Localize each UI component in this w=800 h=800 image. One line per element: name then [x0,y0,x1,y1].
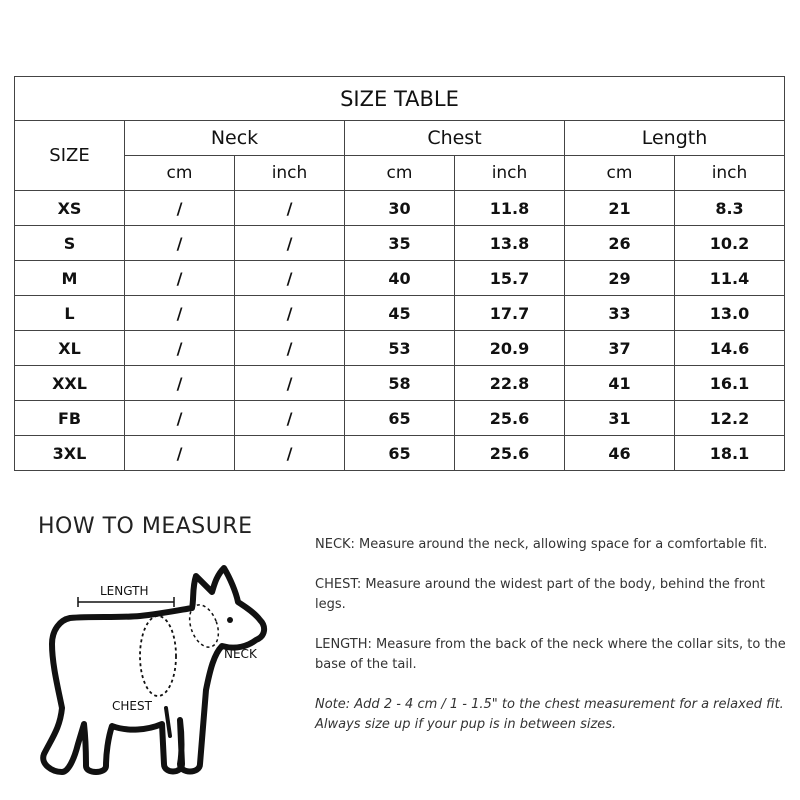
size-cell: XL [15,331,125,366]
measurement-cell: / [235,191,345,226]
table-row [15,331,785,366]
table-row [15,436,785,471]
measurement-cell: / [125,261,235,296]
neck-instruction: NECK: Measure around the neck, allowing space for a comfortable fit. [315,537,768,552]
length-instruction: LENGTH: Measure from the back of the neck where the collar sits, to the base of the tail. [315,637,786,672]
measurement-cell: 13.0 [675,296,785,331]
measurement-cell: / [235,261,345,296]
length-group-header: Length [565,121,785,156]
table-row [15,191,785,226]
chest-label: CHEST [112,699,152,713]
measurement-cell: 11.4 [675,261,785,296]
measurement-cell: / [125,191,235,226]
table-row [15,226,785,261]
table-title: SIZE TABLE [15,77,785,121]
measurement-cell: 17.7 [455,296,565,331]
size-cell: L [15,296,125,331]
chest-instruction: CHEST: Measure around the widest part of the body, behind the front legs. [315,577,765,612]
fit-note: Note: Add 2 - 4 cm / 1 - 1.5" to the chest measurement for a relaxed fit. Always size up if your pup is in between sizes. [315,697,784,732]
measurement-cell: / [125,436,235,471]
measurement-cell: 18.1 [675,436,785,471]
measurement-cell: / [125,226,235,261]
unit-header: cm [345,156,455,191]
measurement-cell: 21 [565,191,675,226]
size-table [14,76,785,471]
measurement-cell: 35 [345,226,455,261]
measurement-cell: 22.8 [455,366,565,401]
table-row [15,366,785,401]
size-cell: XXL [15,366,125,401]
dog-measurement-diagram [30,560,310,790]
measurement-cell: 15.7 [455,261,565,296]
measurement-cell: / [235,331,345,366]
size-cell: S [15,226,125,261]
measurement-cell: 10.2 [675,226,785,261]
measurement-cell: / [235,401,345,436]
dog-eye [227,617,233,623]
measurement-cell: / [125,296,235,331]
measurement-cell: 45 [345,296,455,331]
measurement-cell: 29 [565,261,675,296]
measurement-cell: 20.9 [455,331,565,366]
measurement-cell: 13.8 [455,226,565,261]
measurement-cell: 25.6 [455,436,565,471]
neck-group-header: Neck [125,121,345,156]
measurement-cell: / [125,401,235,436]
measurement-cell: 33 [565,296,675,331]
unit-header: cm [125,156,235,191]
measurement-cell: / [235,226,345,261]
measurement-cell: 11.8 [455,191,565,226]
table-row [15,401,785,436]
measurement-cell: 12.2 [675,401,785,436]
measurement-cell: 16.1 [675,366,785,401]
unit-header: inch [675,156,785,191]
measurement-cell: 8.3 [675,191,785,226]
table-body [15,191,785,471]
table-row [15,296,785,331]
unit-header: inch [235,156,345,191]
size-cell: 3XL [15,436,125,471]
measurement-cell: 26 [565,226,675,261]
measurement-cell: 65 [345,401,455,436]
measurement-cell: / [125,366,235,401]
measurement-cell: 65 [345,436,455,471]
measurement-cell: 40 [345,261,455,296]
measurement-cell: 46 [565,436,675,471]
length-label: LENGTH [100,584,149,598]
measurement-cell: / [235,366,345,401]
measurement-cell: / [235,296,345,331]
measurement-cell: / [125,331,235,366]
dog-silhouette [43,568,264,772]
unit-header: cm [565,156,675,191]
measure-instructions [315,535,793,755]
measurement-cell: 37 [565,331,675,366]
how-to-measure-heading: HOW TO MEASURE [38,514,253,539]
chest-group-header: Chest [345,121,565,156]
measurement-cell: 31 [565,401,675,436]
size-cell: FB [15,401,125,436]
measurement-cell: 58 [345,366,455,401]
size-cell: XS [15,191,125,226]
size-column-header: SIZE [15,121,125,191]
measurement-cell: 41 [565,366,675,401]
size-cell: M [15,261,125,296]
neck-label: NECK [224,647,257,661]
measurement-cell: 30 [345,191,455,226]
measurement-cell: / [235,436,345,471]
unit-header: inch [455,156,565,191]
measurement-cell: 14.6 [675,331,785,366]
table-row [15,261,785,296]
measurement-cell: 53 [345,331,455,366]
measurement-cell: 25.6 [455,401,565,436]
